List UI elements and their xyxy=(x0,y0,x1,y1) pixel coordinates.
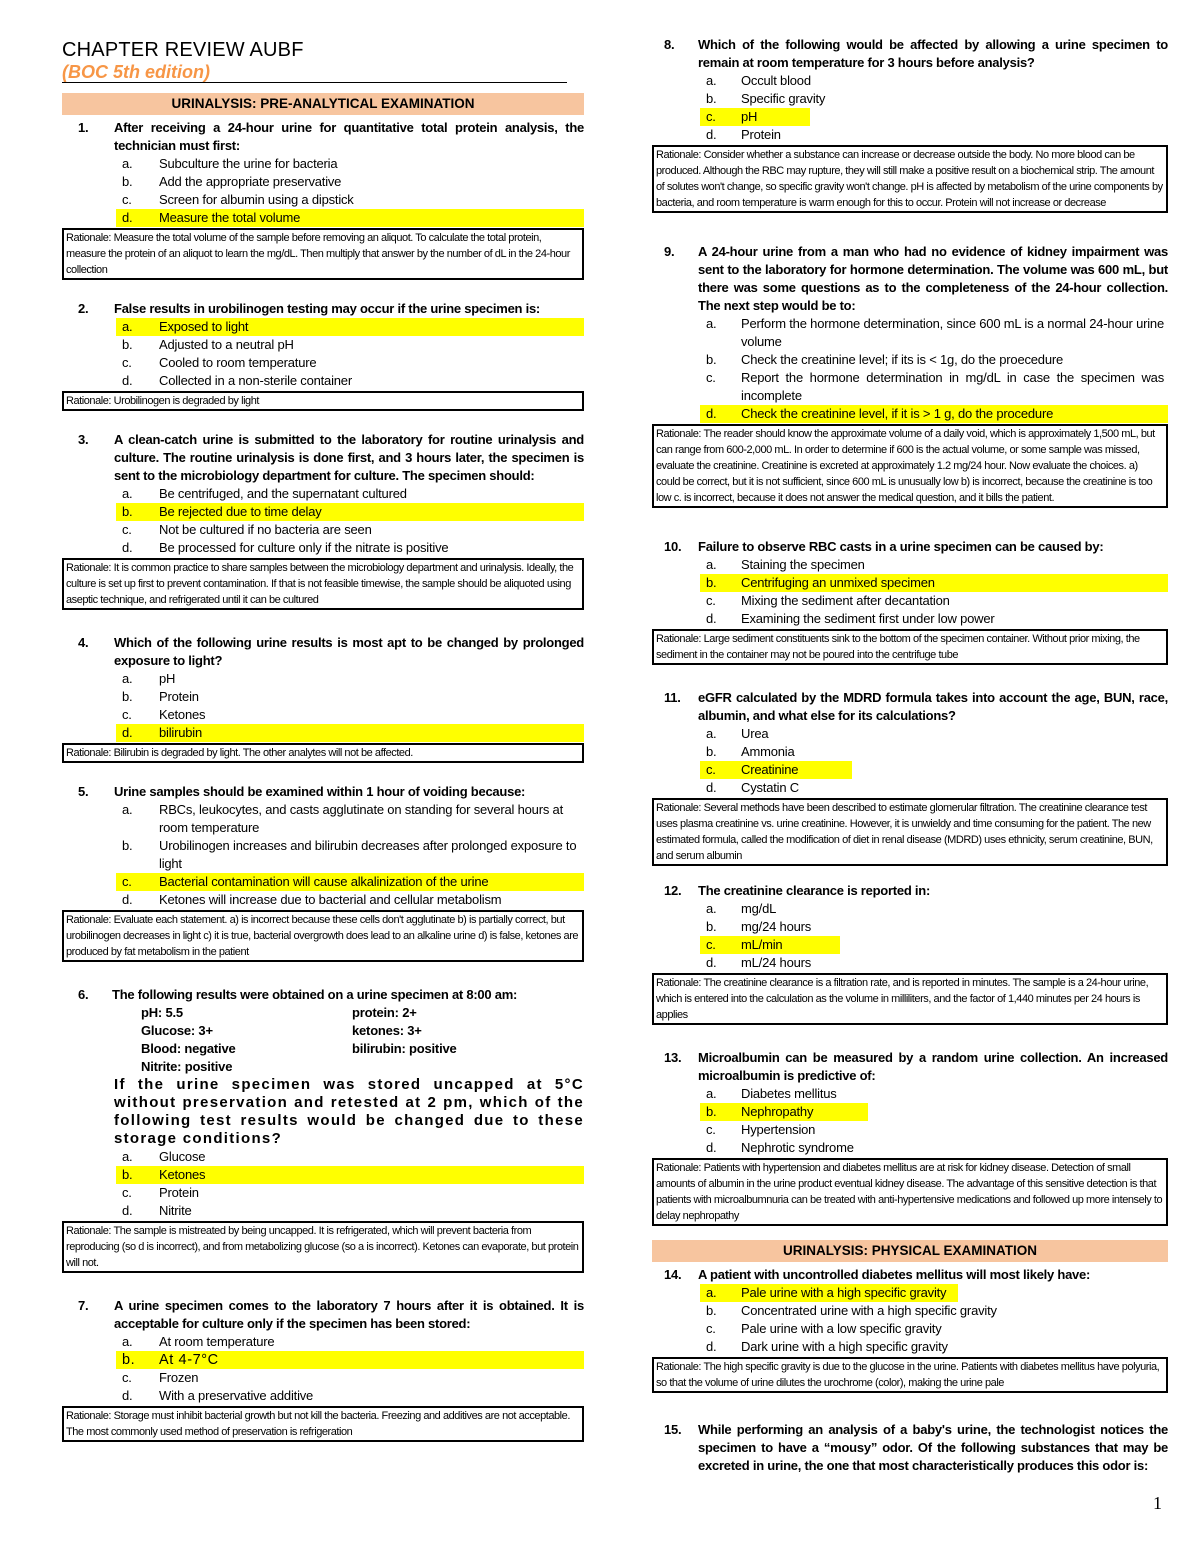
option: a. Staining the specimen xyxy=(706,557,865,572)
correct-option: d. Measure the total volume xyxy=(116,209,584,227)
option: b. Protein xyxy=(122,689,199,704)
rationale-box: Rationale: The high specific gravity is due to the glucose in the urine. Patients with diabetes mellitus have polyuria, so that the volume of urine dilutes the urochrome (color), making the urine pale xyxy=(652,1357,1168,1393)
options xyxy=(62,1148,584,1220)
option: c. Protein xyxy=(122,1185,199,1200)
option: c. Hypertension xyxy=(706,1122,816,1137)
result-value: ketones: 3+ xyxy=(352,1023,422,1038)
question-1 xyxy=(62,119,584,280)
option: a. RBCs, leukocytes, and casts agglutinate on standing for several hours at room temperature xyxy=(122,802,563,835)
question-followup: If the urine specimen was stored uncapped at 5°C without preservation and retested at 2 pm, which of the following test results would be changed due to these storage conditions? xyxy=(114,1076,584,1147)
option: d. Collected in a non-sterile container xyxy=(122,373,352,388)
option: a. Be centrifuged, and the supernatant cultured xyxy=(122,486,407,501)
question-text: The following results were obtained on a urine specimen at 8:00 am: xyxy=(112,987,518,1002)
option: c. Mixing the sediment after decantation xyxy=(706,593,950,608)
question-number: 15. xyxy=(664,1422,682,1437)
page-number: 1 xyxy=(1153,1493,1162,1513)
rationale-box: Rationale: The sample is mistreated by being uncapped. It is refrigerated, which will prevent bacteria from reproducing (so d is incorrect), and from metabolizing glucose (so a is incorrect). Ketones can evaporate, but protein will not. xyxy=(62,1221,584,1273)
options xyxy=(62,155,584,227)
result-value: Glucose: 3+ xyxy=(141,1023,213,1038)
question-11 xyxy=(652,689,1168,866)
question-text: eGFR calculated by the MDRD formula takes into account the age, BUN, race, albumin, and what else for its calculations? xyxy=(698,690,1168,723)
question-text: Which of the following urine results is most apt to be changed by prolonged exposure to light? xyxy=(114,635,584,668)
results-grid xyxy=(62,1004,584,1076)
rationale-box: Rationale: Large sediment constituents sink to the bottom of the specimen container. Without prior mixing, the sediment in the container may not be poured into the centrifuge tube xyxy=(652,629,1168,665)
correct-option: c. pH xyxy=(700,108,810,126)
question-number: 3. xyxy=(78,432,89,447)
rationale-box: Rationale: It is common practice to share samples between the microbiology department and urinalysis. Ideally, the culture is set up first to prevent contamination. If that is not feasible timewise, the sample should be aliquoted using aseptic technique, and refrigerated until it can be cultured xyxy=(62,558,584,610)
options xyxy=(652,1085,1168,1157)
correct-option: b. Centrifuging an unmixed specimen xyxy=(700,574,1168,592)
option: d. Protein xyxy=(706,127,781,142)
option: b. Urobilinogen increases and bilirubin decreases after prolonged exposure to light xyxy=(122,838,577,871)
option: d. Nephrotic syndrome xyxy=(706,1140,854,1155)
question-text: After receiving a 24-hour urine for quantitative total protein analysis, the technician must first: xyxy=(114,120,584,153)
option: a. pH xyxy=(122,671,176,686)
question-text: A 24-hour urine from a man who had no evidence of kidney impairment was sent to the laboratory for hormone determination. The volume was 600 mL, but there was some questions as to the completeness of the 24-hour collection. The next step would be to: xyxy=(698,244,1168,313)
correct-option: c. Creatinine xyxy=(700,761,852,779)
correct-option: a. Exposed to light xyxy=(116,318,584,336)
options xyxy=(62,1333,584,1405)
question-6 xyxy=(62,986,584,1273)
option: c. Frozen xyxy=(122,1370,199,1385)
result-value: Nitrite: positive xyxy=(141,1059,233,1074)
option: a. Occult blood xyxy=(706,73,811,88)
option: d. Ketones will increase due to bacterial and cellular metabolism xyxy=(122,892,502,907)
question-number: 8. xyxy=(664,37,675,52)
option: d. mL/24 hours xyxy=(706,955,812,970)
question-13 xyxy=(652,1049,1168,1226)
question-10 xyxy=(652,538,1168,665)
question-number: 1. xyxy=(78,120,89,135)
question-text: Microalbumin can be measured by a random urine collection. An increased microalbumin is predictive of: xyxy=(698,1050,1168,1083)
question-text: A urine specimen comes to the laboratory 7 hours after it is obtained. It is acceptable for culture only if the specimen has been stored: xyxy=(114,1298,584,1331)
options xyxy=(652,315,1168,423)
options xyxy=(652,900,1168,972)
question-text: Failure to observe RBC casts in a urine specimen can be caused by: xyxy=(698,539,1104,554)
option: d. Nitrite xyxy=(122,1203,192,1218)
question-text: Urine samples should be examined within 1 hour of voiding because: xyxy=(114,784,526,799)
question-2 xyxy=(62,300,584,411)
options xyxy=(62,318,584,390)
rationale-box: Rationale: Measure the total volume of the sample before removing an aliquot. To calculate the total protein, measure the protein of an aliquot to learn the mg/dL. Then multiply that answer by the number of dL in the 24-hour collection xyxy=(62,228,584,280)
question-text: The creatinine clearance is reported in: xyxy=(698,883,931,898)
question-4 xyxy=(62,634,584,763)
section-heading-pre-analytical: URINALYSIS: PRE-ANALYTICAL EXAMINATION xyxy=(62,93,584,115)
options xyxy=(652,72,1168,144)
result-value: protein: 2+ xyxy=(352,1005,417,1020)
correct-option: b. Ketones xyxy=(116,1166,584,1184)
page-title: CHAPTER REVIEW AUBF xyxy=(62,39,304,61)
question-number: 11. xyxy=(664,690,681,705)
options xyxy=(62,670,584,742)
correct-option: b. Be rejected due to time delay xyxy=(116,503,584,521)
question-number: 9. xyxy=(664,244,675,259)
question-3 xyxy=(62,431,584,610)
question-8 xyxy=(652,36,1168,213)
correct-option: d. Check the creatinine level, if it is > 1 g, do the procedure xyxy=(700,405,1168,423)
question-text: A clean-catch urine is submitted to the laboratory for routine urinalysis and culture. The routine urinalysis is done first, and 3 hours later, the specimen is sent to the microbiology department for culture. The specimen should: xyxy=(114,432,584,483)
page-subtitle: (BOC 5th edition) xyxy=(62,62,567,83)
question-12 xyxy=(652,882,1168,1025)
option: b. Ammonia xyxy=(706,744,795,759)
option: b. mg/24 hours xyxy=(706,919,812,934)
option: c. Cooled to room temperature xyxy=(122,355,317,370)
option: b. Specific gravity xyxy=(706,91,826,106)
option: a. mg/dL xyxy=(706,901,777,916)
rationale-box: Rationale: Storage must inhibit bacterial growth but not kill the bacteria. Freezing and additives are not acceptable. The most commonly used method of preservation is refrigeration xyxy=(62,1406,584,1442)
rationale-box: Rationale: Patients with hypertension and diabetes mellitus are at risk for kidney disease. Detection of small amounts of albumin in the urine product eventual kidney disease. The advantage of this sensitive detection is that patients with microalbumnuria can be treated with anti-hypertensive medications and followed up more intensely to delay nephropathy xyxy=(652,1158,1168,1226)
rationale-box: Rationale: Urobilinogen is degraded by light xyxy=(62,391,584,411)
question-number: 14. xyxy=(664,1267,682,1282)
option: b. Adjusted to a neutral pH xyxy=(122,337,294,352)
result-value xyxy=(352,1058,552,1076)
question-number: 5. xyxy=(78,784,89,799)
correct-option: c. mL/min xyxy=(700,936,840,954)
left-column xyxy=(62,38,584,1442)
question-number: 12. xyxy=(664,883,682,898)
option: c. Report the hormone determination in mg/dL in case the specimen was incomplete xyxy=(706,370,1164,403)
option: c. Ketones xyxy=(122,707,206,722)
option: b. Check the creatinine level; if its is < 1g, do the proecedure xyxy=(706,352,1064,367)
correct-option: a. Pale urine with a high specific gravity xyxy=(700,1284,958,1302)
rationale-box: Rationale: The creatinine clearance is a filtration rate, and is reported in minutes. The sample is a 24-hour urine, which is entered into the calculation as the volume in milliliters, and the factor of 1,440 minutes per 24 hours is applies xyxy=(652,973,1168,1025)
options xyxy=(62,801,584,909)
option: c. Screen for albumin using a dipstick xyxy=(122,192,354,207)
rationale-box: Rationale: Consider whether a substance can increase or decrease outside the body. No more blood can be produced. Although the RBC may rupture, they will still make a positive result on a biochemical strip. The amount of solutes won't change, so specific gravity won't change. pH is affected by metabolism of the urine components by bacteria, and room temperature is warm enough for this to occur. Protein will not increase or decrease xyxy=(652,145,1168,213)
right-column xyxy=(652,36,1168,1475)
question-5 xyxy=(62,783,584,962)
correct-option: d. bilirubin xyxy=(116,724,584,742)
option: d. Be processed for culture only if the nitrate is positive xyxy=(122,540,449,555)
question-number: 2. xyxy=(78,301,89,316)
options xyxy=(62,485,584,557)
option: d. Dark urine with a high specific gravity xyxy=(706,1339,948,1354)
options xyxy=(652,556,1168,628)
result-value: pH: 5.5 xyxy=(141,1005,183,1020)
rationale-box: Rationale: Several methods have been described to estimate glomerular filtration. The creatinine clearance test uses plasma creatinine vs. urine creatinine. However, it is unwieldy and time consuming for the patient. The new estimated formula, called the modification of diet in renal disease (MDRD) uses ethnicity, serum creatinine, BUN, and serum albumin xyxy=(652,798,1168,866)
question-number: 7. xyxy=(78,1298,89,1313)
option: a. Perform the hormone determination, since 600 mL is a normal 24-hour urine volume xyxy=(706,316,1164,349)
question-7 xyxy=(62,1297,584,1442)
question-number: 4. xyxy=(78,635,89,650)
result-value: bilirubin: positive xyxy=(352,1041,457,1056)
rationale-box: Rationale: The reader should know the approximate volume of a daily void, which is approximately 1,500 mL, but can range from 600-2,000 mL. In order to determine if 600 is the actual volume, or some sample was missed, evaluate the creatinine. Creatinine is excreted at approximately 1.2 mg/24 hour. Now evaluate the choices. a) could be correct, but it is not sufficient, since 600 mL is unusually low b) is incorrect, because the creatinine is too low c. is incorrect, because it does not answer the medical question, and it bills the patient. xyxy=(652,424,1168,508)
question-number: 6. xyxy=(78,987,89,1002)
correct-option: c. Bacterial contamination will cause alkalinization of the urine xyxy=(116,873,584,891)
question-text: Which of the following would be affected by allowing a urine specimen to remain at room temperature for 3 hours before analysis? xyxy=(698,37,1168,70)
question-number: 13. xyxy=(664,1050,682,1065)
option: c. Pale urine with a low specific gravity xyxy=(706,1321,942,1336)
question-15 xyxy=(652,1421,1168,1475)
option: d. Cystatin C xyxy=(706,780,799,795)
option: a. Diabetes mellitus xyxy=(706,1086,837,1101)
question-number: 10. xyxy=(664,539,682,554)
options xyxy=(652,1284,1168,1356)
option: a. Urea xyxy=(706,726,769,741)
question-14 xyxy=(652,1266,1168,1393)
option: d. With a preservative additive xyxy=(122,1388,314,1403)
rationale-box: Rationale: Bilirubin is degraded by light. The other analytes will not be affected. xyxy=(62,743,584,763)
question-text: False results in urobilinogen testing may occur if the urine specimen is: xyxy=(114,301,541,316)
option: b. Concentrated urine with a high specific gravity xyxy=(706,1303,997,1318)
option: d. Examining the sediment first under low power xyxy=(706,611,995,626)
rationale-box: Rationale: Evaluate each statement. a) is incorrect because these cells don't agglutinate b) is partially correct, but urobilinogen decreases in light c) it is true, bacterial overgrowth does lead to an alkaline urine d) is false, ketones are produced by fat metabolism in the patient xyxy=(62,910,584,962)
section-heading-physical: URINALYSIS: PHYSICAL EXAMINATION xyxy=(652,1240,1168,1262)
option: a. Subculture the urine for bacteria xyxy=(122,156,338,171)
option: b. Add the appropriate preservative xyxy=(122,174,342,189)
question-9 xyxy=(652,243,1168,508)
option: a. At room temperature xyxy=(122,1334,275,1349)
option: a. Glucose xyxy=(122,1149,206,1164)
question-text: While performing an analysis of a baby's urine, the technologist notices the specimen to have a “mousy” odor. Of the following substances that may be excreted in urine, the one that most characteristically produces this odor is: xyxy=(698,1422,1168,1473)
options xyxy=(652,725,1168,797)
question-text: A patient with uncontrolled diabetes mellitus will most likely have: xyxy=(698,1267,1091,1282)
option: c. Not be cultured if no bacteria are seen xyxy=(122,522,372,537)
correct-option: b. Nephropathy xyxy=(700,1103,868,1121)
result-value: Blood: negative xyxy=(141,1041,236,1056)
correct-option: b. At 4-7°C xyxy=(116,1351,584,1369)
